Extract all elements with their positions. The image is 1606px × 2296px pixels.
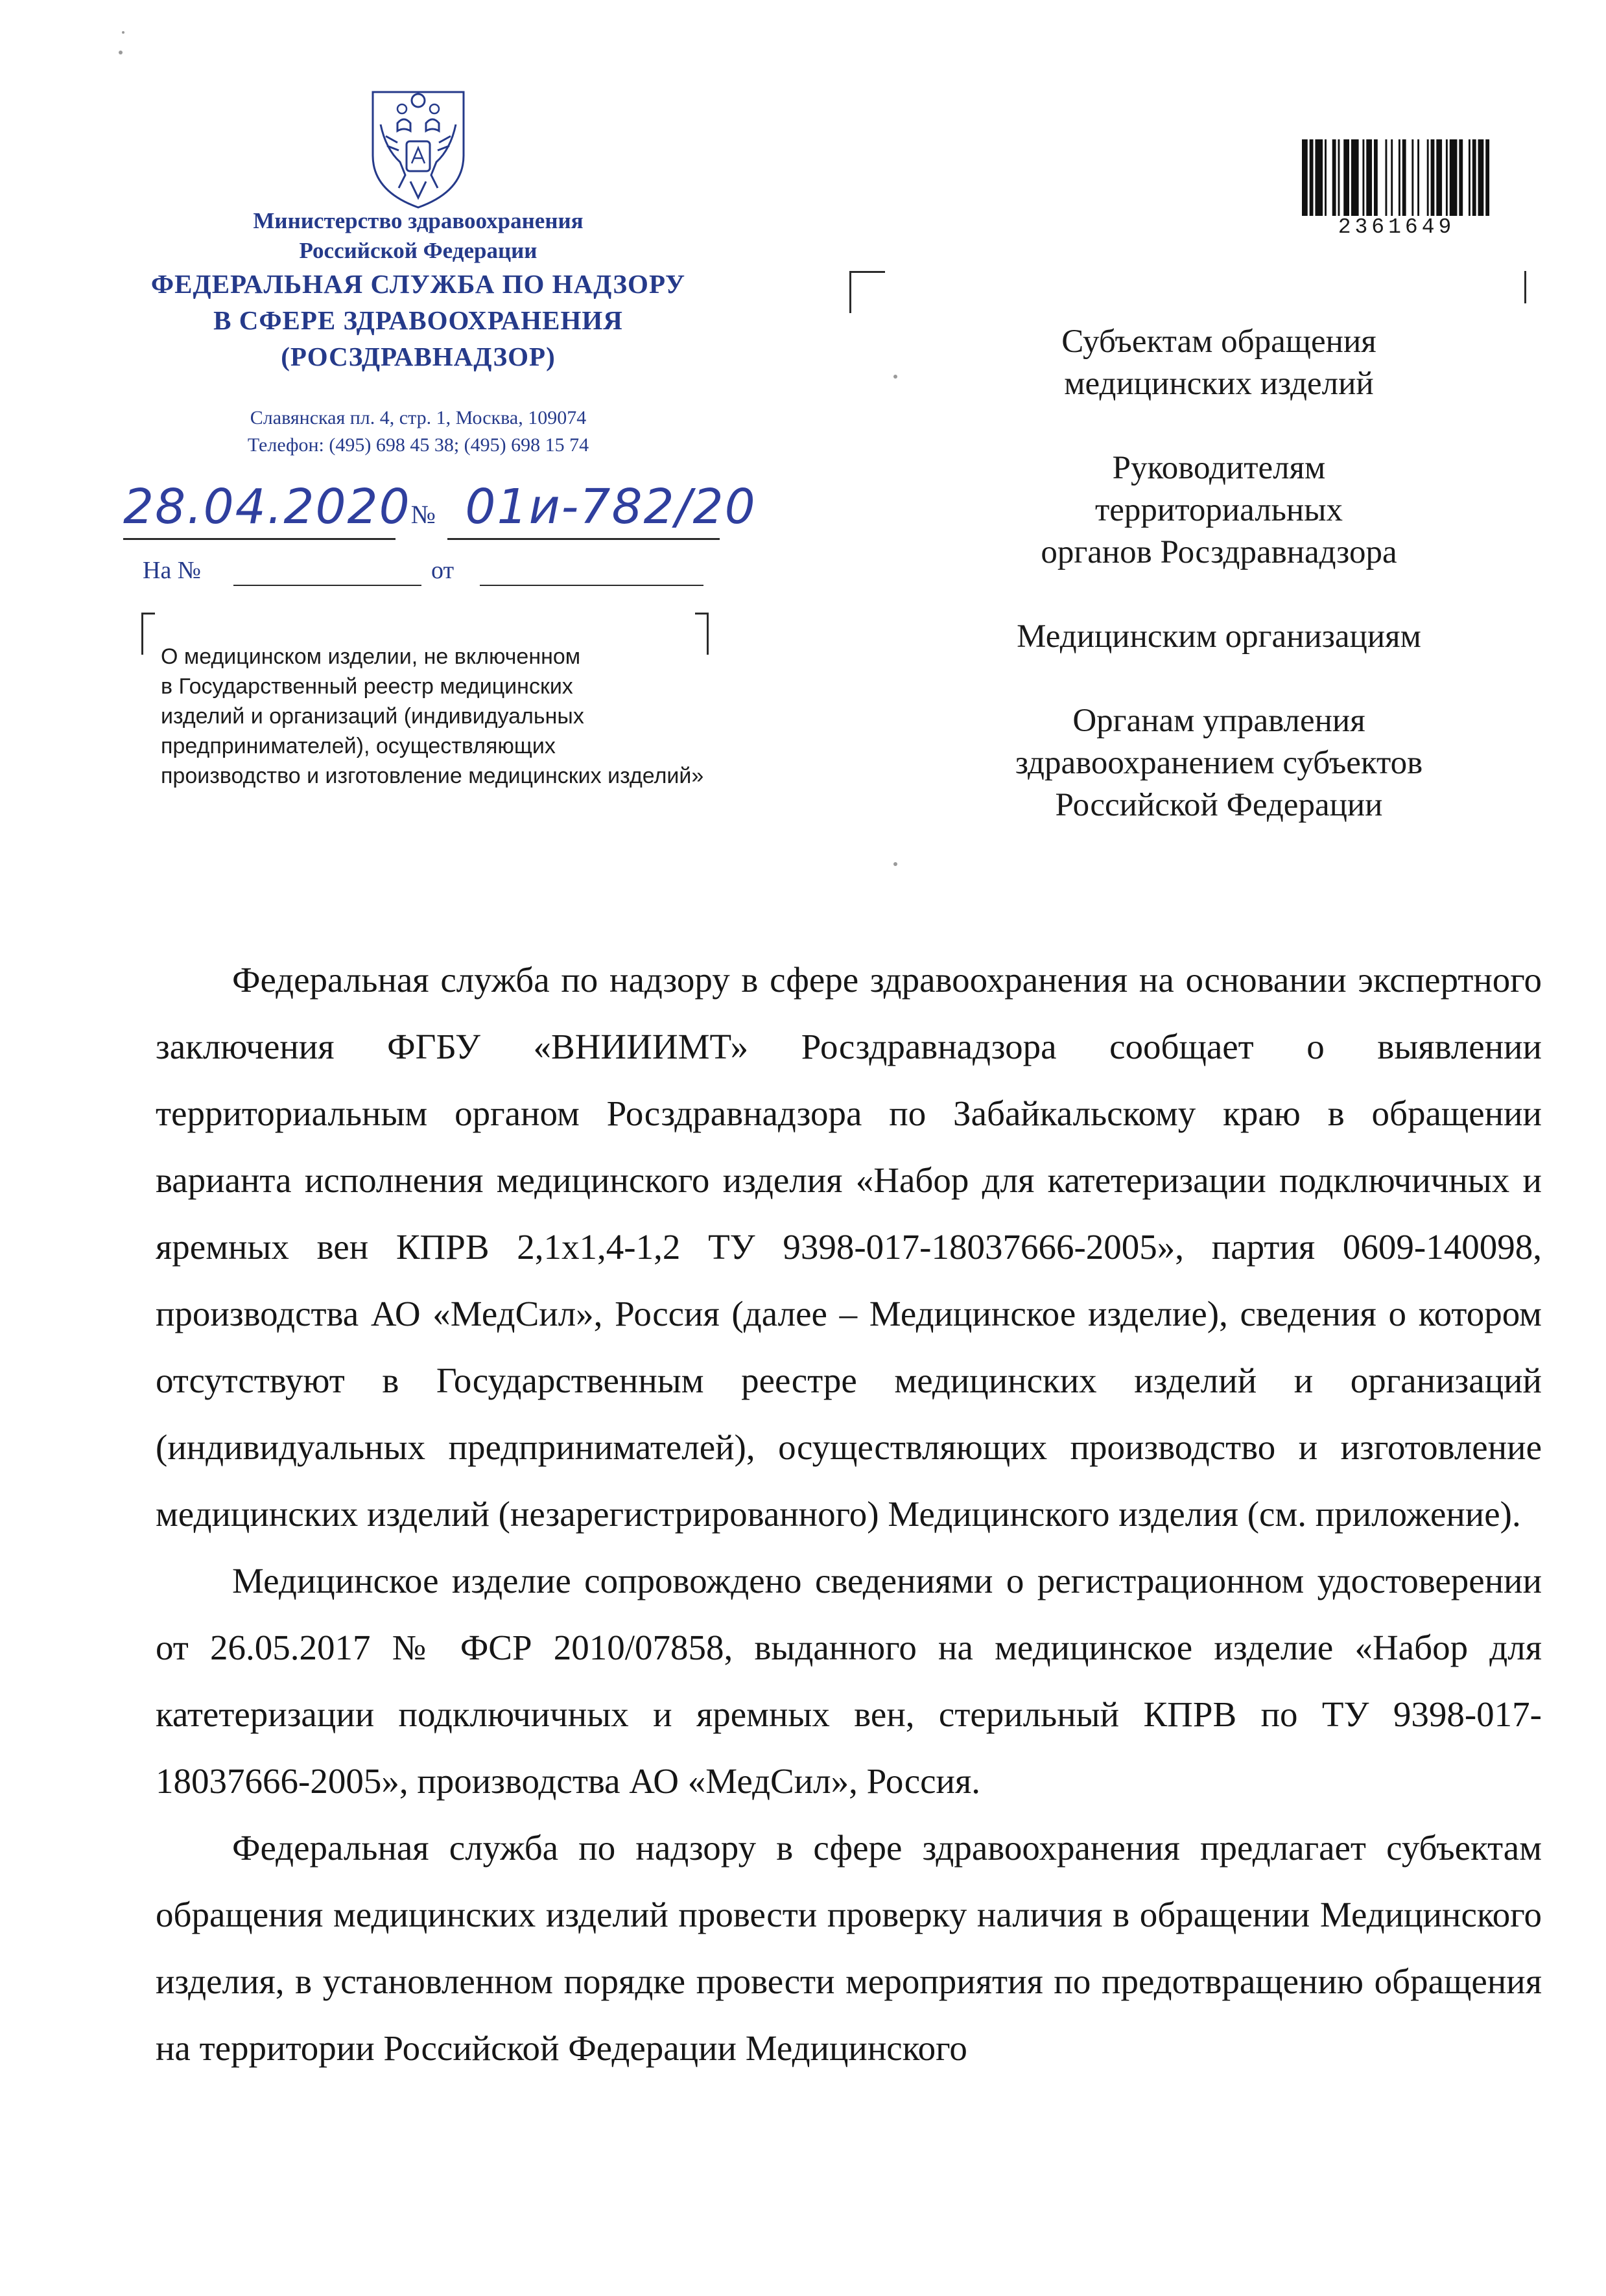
ot-date-line [480, 585, 703, 586]
barcode-bar [1469, 139, 1470, 216]
barcode-bar [1374, 139, 1378, 216]
body-paragraph: Медицинское изделие сопровождено сведениями о регистрационном удостоверении от 26.05.2017 № ФСР 2010/07858, выданного на медицинское изделие «Набор для катетеризации подключичных и яремных вен, стерильный КПРВ по ТУ 9398-017-18037666-2005», производства АО «МедСил», Россия. [156, 1561, 1542, 1801]
letter-body [156, 946, 1542, 2081]
barcode-bar [1315, 139, 1323, 216]
barcode-bar [1472, 139, 1476, 216]
barcode-bar [1446, 139, 1448, 216]
scan-speck [893, 375, 897, 379]
barcode-bar [1478, 139, 1484, 216]
barcode-bar [1366, 139, 1372, 216]
subject-line: О медицинском изделии, не включенном [161, 644, 581, 669]
service-line: (РОСЗДРАВНАДЗОР) [281, 342, 556, 371]
recipients-block [927, 321, 1511, 869]
body-paragraph: Федеральная служба по надзору в сфере здравоохранения на основании экспертного заключения ФГБУ «ВНИИИМТ» Росздравнадзора сообщает о выявлении территориальным органом Росздравнадзора по Забайкальскому краю в обращении варианта исполнения медицинского изделия «Набор для катетеризации подключичных и яремных вен КПРВ 2,1х1,4-1,2 ТУ 9398-017-18037666-2005», партия 0609-140098, производства АО «МедСил», Россия (далее – Медицинское изделие), сведения о котором отсутствуют в Государственным реестре медицинских изделий и организаций (индивидуальных предпринимателей), осуществляющих производство и изготовление медицинских изделий (незарегистрированного) Медицинского изделия (см. приложение). [156, 960, 1542, 1534]
recipient-group [927, 447, 1511, 574]
letterhead-address [182, 404, 655, 459]
recipient-line: территориальных [1095, 492, 1343, 528]
barcode-bar [1402, 139, 1406, 216]
barcode-bar [1391, 139, 1393, 216]
scan-speck [119, 51, 123, 54]
ministry-line: Министерство здравоохранения [253, 208, 584, 233]
barcode-bar [1362, 139, 1364, 216]
recipient-line: Субъектам обращения [1061, 323, 1376, 360]
recipient-line: органов Росздравнадзора [1041, 534, 1397, 570]
body-paragraph: Федеральная служба по надзору в сфере здравоохранения предлагает субъектам обращения медицинских изделий провести проверку наличия в обращении Медицинского изделия, в установленном порядке провести мероприятия по предотвращению обращения на территории Российской Федерации Медицинского [156, 1828, 1542, 2068]
subject-line: изделий и организаций (индивидуальных [161, 704, 584, 729]
barcode-bar [1351, 139, 1359, 216]
number-underline [447, 538, 720, 540]
barcode-bar [1332, 139, 1336, 216]
service-name [130, 266, 707, 375]
subject-line: в Государственный реестр медицинских [161, 674, 573, 699]
barcode-bar [1310, 139, 1314, 216]
recipient-bracket-left [849, 271, 885, 313]
number-sign: № [410, 500, 436, 529]
scan-speck [122, 31, 124, 34]
handwritten-reference [123, 476, 843, 538]
recipient-line: Органам управления [1072, 703, 1365, 739]
service-line: В СФЕРЕ ЗДРАВООХРАНЕНИЯ [213, 305, 623, 335]
barcode-bar [1431, 139, 1435, 216]
subject-bracket-left [141, 613, 155, 655]
recipient-line: Медицинским организациям [1017, 618, 1421, 655]
handwritten-date: 28.04.2020 [123, 479, 411, 535]
barcode-bar [1325, 139, 1327, 216]
scan-speck [893, 862, 897, 866]
recipient-group [927, 616, 1511, 658]
na-label: На № [143, 557, 202, 584]
recipient-bracket-right [1524, 271, 1526, 303]
barcode-bar [1343, 139, 1349, 216]
ministry-line: Российской Федерации [299, 238, 537, 263]
barcode-number: 2361649 [1338, 215, 1456, 239]
ot-label: от [431, 557, 455, 584]
barcode-bar [1417, 139, 1419, 216]
recipient-group [927, 321, 1511, 405]
recipient-line: Российской Федерации [1055, 787, 1383, 823]
barcode-bar [1399, 139, 1400, 216]
recipient-line: Руководителям [1112, 450, 1326, 486]
letter-subject [161, 642, 809, 791]
recipient-line: медицинских изделий [1064, 366, 1374, 402]
na-number-line [233, 585, 421, 586]
coat-of-arms-emblem [360, 78, 477, 211]
subject-line: производство и изготовление медицинских изделий» [161, 764, 704, 788]
recipient-line: здравоохранением субъектов [1015, 745, 1423, 781]
recipient-group [927, 700, 1511, 826]
barcode-bar [1450, 139, 1458, 216]
date-underline [123, 538, 396, 540]
barcode-bar [1436, 139, 1442, 216]
barcode-bar [1302, 139, 1308, 216]
barcode-bar [1485, 139, 1489, 216]
subject-line: предпринимателей), осуществляющих [161, 734, 556, 758]
barcode-bar [1385, 139, 1387, 216]
barcode-bar [1427, 139, 1429, 216]
address-line: Славянская пл. 4, стр. 1, Москва, 109074 [250, 407, 587, 428]
barcode [1302, 139, 1491, 216]
barcode-bar [1459, 139, 1463, 216]
address-line: Телефон: (495) 698 45 38; (495) 698 15 74 [247, 434, 589, 456]
barcode-bar [1411, 139, 1413, 216]
barcode-bar [1338, 139, 1340, 216]
handwritten-number: 01и-782/20 [465, 479, 757, 535]
service-line: ФЕДЕРАЛЬНАЯ СЛУЖБА ПО НАДЗОРУ [150, 269, 686, 299]
ministry-name [182, 206, 655, 266]
